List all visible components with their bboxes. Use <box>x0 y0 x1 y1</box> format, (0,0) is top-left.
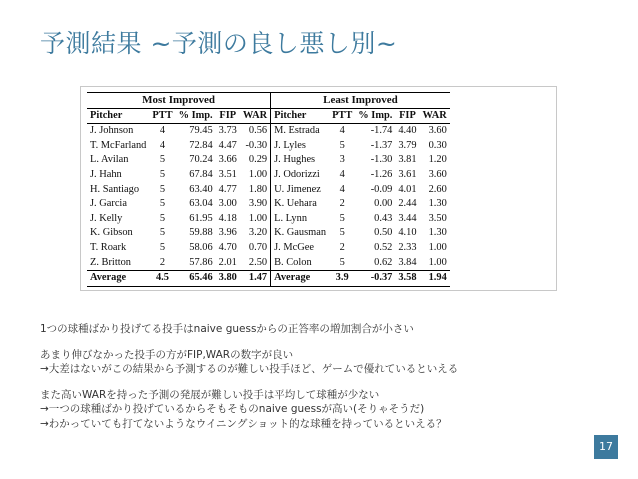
table-cell: 63.04 <box>189 198 213 210</box>
table-cell: 1.00 <box>428 256 447 268</box>
note-line-5: →一つの球種ばかり投げているからそもそものnaive guessが高い(そりゃそうだ) <box>40 403 425 415</box>
table-cell: -0.09 <box>370 183 393 195</box>
table-cell: 4.18 <box>218 212 237 224</box>
table-cell: 4.70 <box>218 241 237 253</box>
average-cell: 3.58 <box>395 271 419 287</box>
table-cell: 5 <box>159 183 166 195</box>
table-cell: 3 <box>339 154 345 166</box>
table-cell: 3.66 <box>218 154 237 166</box>
table-cell: J. McGee <box>271 241 329 256</box>
table-row <box>87 212 450 227</box>
table-row <box>87 183 450 198</box>
table-row <box>87 226 450 241</box>
table-body <box>87 124 450 287</box>
table-cell: 4 <box>339 125 345 137</box>
table-cell: 0.29 <box>248 154 268 166</box>
table-cell: 1.00 <box>428 241 447 253</box>
table-cell: 2.60 <box>428 183 447 195</box>
table-cell: 2.01 <box>218 256 237 268</box>
table-cell: 1.00 <box>248 168 268 180</box>
table-cell: 3.60 <box>428 168 447 180</box>
note-line-2: あまり伸びなかった投手の方がFIP,WARの数字が良い <box>40 348 294 361</box>
table-cell: 5 <box>339 256 345 268</box>
table-cell: 3.73 <box>218 125 237 137</box>
table-cell: -0.30 <box>245 139 268 151</box>
note-line-6: →わかっていても打てないようなウイニングショット的な球種を持っているといえる？ <box>40 417 447 430</box>
column-header: Pitcher <box>87 108 149 124</box>
table-cell: J. Hahn <box>90 168 122 180</box>
table-cell: 3.20 <box>248 227 268 239</box>
table-cell: 57.86 <box>189 256 213 268</box>
notes <box>40 322 458 431</box>
table-cell: 59.88 <box>189 227 213 239</box>
average-cell: 3.9 <box>329 271 355 287</box>
table-cell: 4 <box>339 183 345 195</box>
table-row <box>87 139 450 154</box>
table-cell: 1.30 <box>428 227 447 239</box>
table-cell: 1.00 <box>248 212 268 224</box>
table-cell: 3.96 <box>218 227 237 239</box>
table-cell: 0.50 <box>374 227 393 239</box>
column-header: PTT <box>329 108 355 124</box>
table-cell: 3.79 <box>398 139 417 151</box>
table-cell: -1.37 <box>370 139 393 151</box>
table-cell: T. McFarland <box>90 139 147 151</box>
table-cell: 3.50 <box>428 212 447 224</box>
table-row <box>87 256 450 271</box>
average-cell: 1.47 <box>240 271 271 287</box>
table-cell: J. Johnson <box>90 125 134 137</box>
table-cell: H. Santiago <box>90 183 140 195</box>
average-cell: 4.5 <box>149 271 175 287</box>
table-cell: 4.40 <box>398 125 417 137</box>
table-cell: 3.90 <box>248 198 268 210</box>
average-row <box>87 271 450 287</box>
average-cell: 1.94 <box>420 271 450 287</box>
table-cell: L. Avilan <box>90 154 129 166</box>
table-cell: 63.40 <box>189 183 213 195</box>
table-cell: 3.81 <box>398 154 417 166</box>
table-cell: -1.30 <box>370 154 393 166</box>
table-cell: 0.43 <box>374 212 393 224</box>
table-cell: 5 <box>339 227 345 239</box>
table-cell: 4.77 <box>218 183 237 195</box>
results-table <box>87 92 450 287</box>
note-line-4: また高いWARを持った予測の発展が難しい投手は平均して球種が少ない <box>40 388 380 401</box>
table-cell: K. Gibson <box>90 227 133 239</box>
average-cell: 3.80 <box>216 271 240 287</box>
table-cell: U. Jimenez <box>271 183 329 198</box>
average-cell: -0.37 <box>355 271 395 287</box>
slide-title: 予測結果 ~予測の良し悪し別~ <box>40 29 398 58</box>
table-cell: 0.56 <box>248 125 268 137</box>
table-row <box>87 153 450 168</box>
table-cell: 2 <box>159 256 166 268</box>
note-line-3: →大差はないがこの結果から予測するのが難しい投手ほど、ゲームで優れているといえる <box>40 363 459 375</box>
column-header-row <box>87 108 450 124</box>
table-cell: 2.33 <box>398 241 417 253</box>
table-cell: 3.60 <box>428 125 447 137</box>
table-cell: 5 <box>159 241 166 253</box>
table-row <box>87 124 450 139</box>
column-header: WAR <box>420 108 450 124</box>
table-cell: 5 <box>339 139 345 151</box>
column-header: % Imp. <box>176 108 216 124</box>
table-cell: 5 <box>159 227 166 239</box>
table-cell: 4.10 <box>398 227 417 239</box>
table-cell: 4 <box>159 139 166 151</box>
table-cell: 5 <box>159 168 166 180</box>
table-cell: 3.84 <box>398 256 417 268</box>
table-cell: 2 <box>339 198 345 210</box>
table-cell: 0.30 <box>428 139 447 151</box>
table-cell: 0.00 <box>374 198 393 210</box>
average-cell: Average <box>87 271 149 287</box>
table-cell: 58.06 <box>189 241 213 253</box>
table-cell: Z. Britton <box>90 256 131 268</box>
table-cell: 1.20 <box>428 154 447 166</box>
column-header: Pitcher <box>271 108 329 124</box>
table-cell: 4 <box>339 168 345 180</box>
table-cell: 5 <box>159 212 166 224</box>
table-cell: K. Uehara <box>271 197 329 212</box>
average-cell: 65.46 <box>176 271 216 287</box>
column-header: WAR <box>240 108 271 124</box>
table-cell: 5 <box>159 154 166 166</box>
table-cell: 5 <box>159 198 166 210</box>
results-table-image <box>80 86 557 291</box>
column-header: PTT <box>149 108 175 124</box>
column-header: % Imp. <box>355 108 395 124</box>
table-cell: -1.26 <box>370 168 393 180</box>
table-cell: 3.00 <box>218 198 237 210</box>
table-cell: J. Odorizzi <box>271 168 329 183</box>
table-cell: 79.45 <box>189 125 213 137</box>
page-number: 17 <box>594 435 618 459</box>
note-line-1: 1つの球種ばかり投げてる投手はnaive guessからの正答率の増加割合が小さい <box>40 323 414 335</box>
table-cell: 2 <box>339 241 345 253</box>
table-cell: 5 <box>339 212 345 224</box>
table-cell: J. Kelly <box>90 212 123 224</box>
table-cell: 4.01 <box>398 183 417 195</box>
table-cell: 0.52 <box>374 241 393 253</box>
table-cell: 67.84 <box>189 168 213 180</box>
table-cell: -1.74 <box>370 125 393 137</box>
table-cell: 2.44 <box>398 198 417 210</box>
table-cell: 0.62 <box>374 256 393 268</box>
table-cell: 61.95 <box>189 212 213 224</box>
table-cell: J. Lyles <box>271 139 329 154</box>
column-header: FIP <box>216 108 240 124</box>
group-least-improved: Least Improved <box>271 93 450 109</box>
table-row <box>87 168 450 183</box>
table-cell: M. Estrada <box>271 124 329 139</box>
table-cell: J. Hughes <box>271 153 329 168</box>
table-cell: 70.24 <box>189 154 213 166</box>
table-cell: 0.70 <box>248 241 268 253</box>
table-cell: B. Colon <box>271 256 329 271</box>
table-cell: 2.50 <box>248 256 268 268</box>
table-row <box>87 197 450 212</box>
table-cell: K. Gausman <box>271 226 329 241</box>
table-cell: 4.47 <box>218 139 237 151</box>
table-cell: 72.84 <box>189 139 213 151</box>
table-cell: 1.80 <box>248 183 268 195</box>
table-cell: T. Roark <box>90 241 127 253</box>
average-cell: Average <box>271 271 329 287</box>
table-cell: 3.51 <box>218 168 237 180</box>
table-cell: 1.30 <box>428 198 447 210</box>
table-cell: 3.44 <box>398 212 417 224</box>
column-header: FIP <box>395 108 419 124</box>
group-most-improved: Most Improved <box>87 93 271 109</box>
table-cell: 4 <box>159 125 166 137</box>
table-row <box>87 241 450 256</box>
table-cell: L. Lynn <box>271 212 329 227</box>
table-cell: 3.61 <box>398 168 417 180</box>
table-cell: J. Garcia <box>90 198 127 210</box>
